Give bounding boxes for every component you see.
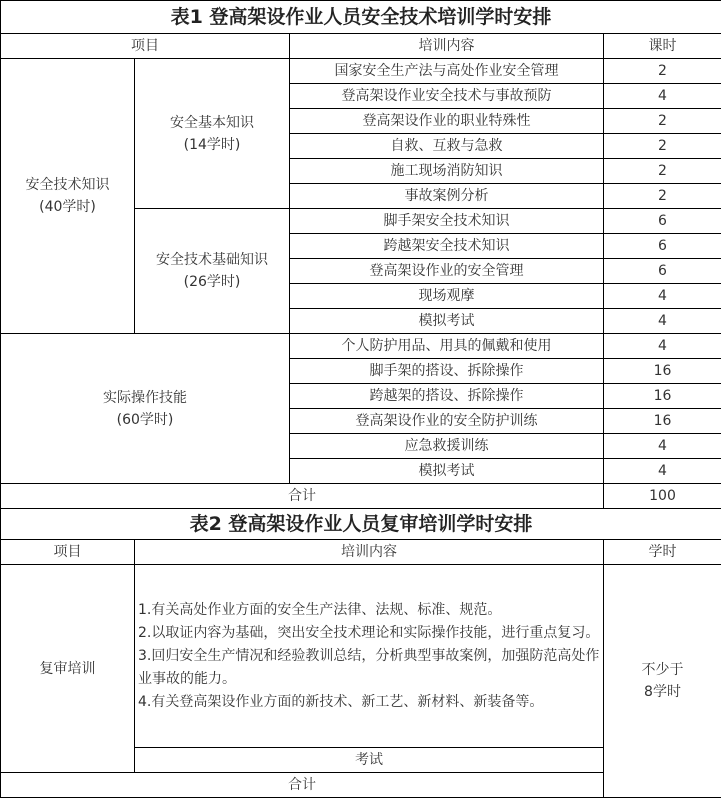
group-label: 实际操作技能 [103, 389, 187, 406]
review-content-item: 4.有关登高架设作业方面的新技术、新工艺、新材料、新装备等。 [138, 693, 544, 710]
content-cell: 登高架设作业安全技术与事故预防 [290, 84, 604, 109]
content-cell: 跨越架的搭设、拆除操作 [290, 384, 604, 409]
content-cell: 自救、互救与急救 [290, 134, 604, 159]
hours-cell: 4 [604, 84, 721, 109]
group-label: 安全技术知识 [25, 177, 110, 193]
exam-cell: 考试 [135, 748, 604, 773]
content-cell: 脚手架安全技术知识 [290, 209, 604, 234]
content-cell: 国家安全生产法与高处作业安全管理 [290, 59, 604, 84]
total-label: 合计 [1, 773, 604, 798]
hours-cell: 16 [604, 384, 721, 409]
subgroup-basic-safety [135, 59, 290, 209]
review-hours-line1: 不少于 [641, 662, 684, 678]
review-content-list [135, 565, 604, 748]
hours-cell: 16 [604, 409, 721, 434]
review-content-item: 2.以取证内容为基础，突出安全技术理论和实际操作技能，进行重点复习。 [138, 624, 600, 641]
content-cell: 模拟考试 [290, 459, 604, 484]
hours-cell: 4 [604, 309, 721, 334]
group-hours-label: (40学时) [39, 199, 96, 215]
group-safety-tech-knowledge [1, 59, 135, 334]
header-content: 培训内容 [135, 540, 604, 565]
header-item: 项目 [1, 540, 135, 565]
header-hours: 课时 [604, 34, 721, 59]
content-cell: 脚手架的搭设、拆除操作 [290, 359, 604, 384]
content-cell: 应急救援训练 [290, 434, 604, 459]
review-hours [604, 565, 721, 798]
hours-cell: 2 [604, 159, 721, 184]
header-content: 培训内容 [290, 34, 604, 59]
content-cell: 登高架设作业的安全防护训练 [290, 409, 604, 434]
table2-review-training-hours [0, 508, 721, 798]
total-label: 合计 [1, 484, 604, 509]
header-hours: 学时 [604, 540, 721, 565]
content-cell: 个人防护用品、用具的佩戴和使用 [290, 334, 604, 359]
subgroup-tech-foundation [135, 209, 290, 334]
hours-cell: 2 [604, 109, 721, 134]
content-cell: 登高架设作业的职业特殊性 [290, 109, 604, 134]
hours-cell: 2 [604, 59, 721, 84]
header-item: 项目 [1, 34, 290, 59]
table-row [1, 334, 721, 359]
content-cell: 跨越架安全技术知识 [290, 234, 604, 259]
subgroup-label: 安全技术基础知识 [156, 252, 268, 268]
content-cell: 登高架设作业的安全管理 [290, 259, 604, 284]
total-hours: 100 [604, 484, 721, 509]
hours-cell: 6 [604, 234, 721, 259]
hours-cell: 4 [604, 459, 721, 484]
group-practical-skills [1, 334, 290, 484]
hours-cell: 2 [604, 184, 721, 209]
hours-cell: 16 [604, 359, 721, 384]
review-hours-line2: 8学时 [644, 684, 681, 700]
content-cell: 模拟考试 [290, 309, 604, 334]
content-cell: 事故案例分析 [290, 184, 604, 209]
review-training-item: 复审培训 [1, 565, 135, 773]
review-content-item: 1.有关高处作业方面的安全生产法律、法规、标准、规范。 [138, 601, 502, 618]
hours-cell: 6 [604, 209, 721, 234]
subgroup-label: 安全基本知识 [170, 114, 254, 131]
table2-title: 表2 登高架设作业人员复审培训学时安排 [1, 509, 721, 540]
hours-cell: 6 [604, 259, 721, 284]
group-hours-label: (60学时) [116, 411, 174, 428]
hours-cell: 2 [604, 134, 721, 159]
total-row [1, 484, 721, 509]
subgroup-hours-label: (14学时) [183, 136, 241, 153]
subgroup-hours-label: (26学时) [183, 274, 241, 290]
hours-cell: 4 [604, 284, 721, 309]
content-cell: 现场观摩 [290, 284, 604, 309]
table1-title: 表1 登高架设作业人员安全技术培训学时安排 [1, 1, 721, 34]
hours-cell: 4 [604, 334, 721, 359]
review-content-item: 3.回归安全生产情况和经验教训总结，分析典型事故案例，加强防范高处作业事故的能力。 [138, 647, 600, 687]
table-row [1, 59, 721, 84]
hours-cell: 4 [604, 434, 721, 459]
content-cell: 施工现场消防知识 [290, 159, 604, 184]
